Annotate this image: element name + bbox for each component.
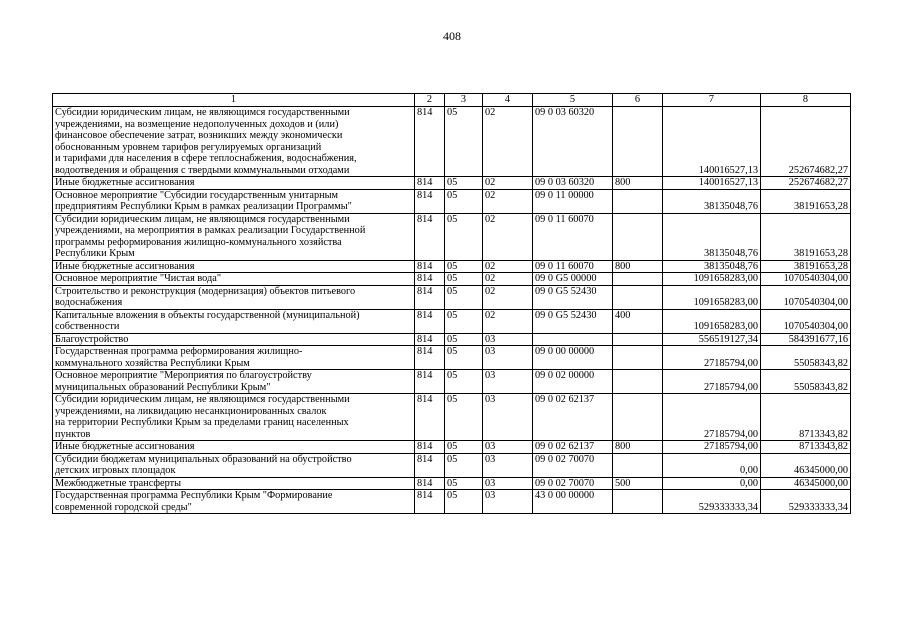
expense-type-cell: 500 <box>613 477 663 490</box>
amount-year2-cell: 38191653,28 <box>761 213 851 260</box>
amount-year1-cell: 140016527,13 <box>663 107 761 177</box>
row-name-line: Межбюджетные трансферты <box>55 477 182 489</box>
amount-year2-cell: 584391677,16 <box>761 333 851 346</box>
grbs-cell: 814 <box>415 273 445 286</box>
row-name-line: Основное мероприятие "Чистая вода" <box>55 273 222 284</box>
table-row <box>53 189 851 213</box>
row-name-line: Основное мероприятие "Субсидии государственным унитарным <box>55 189 339 201</box>
grbs-cell: 814 <box>415 189 445 213</box>
row-name-cell <box>53 309 415 333</box>
amount-year1-cell: 529333333,34 <box>663 490 761 514</box>
amount-year1-cell: 556519127,34 <box>663 333 761 346</box>
section-cell: 05 <box>445 477 483 490</box>
grbs-cell: 814 <box>415 477 445 490</box>
section-cell: 05 <box>445 309 483 333</box>
expense-type-cell <box>613 213 663 260</box>
amount-year1-cell: 1091658283,00 <box>663 309 761 333</box>
target-article-cell: 09 0 G5 52430 <box>533 285 613 309</box>
expense-type-cell <box>613 453 663 477</box>
row-name-line: Субсидии юридическим лицам, не являющимся государственными <box>55 394 350 405</box>
table-row <box>53 213 851 260</box>
row-name-line: Субсидии юридическим лицам, не являющимся государственными <box>55 107 350 118</box>
subsection-cell: 03 <box>483 453 533 477</box>
row-name-line: современной городской среды" <box>55 501 192 513</box>
grbs-cell: 814 <box>415 370 445 394</box>
header-row <box>53 94 851 107</box>
row-name-line: программы реформирования жилищно-коммунального хозяйства <box>55 236 342 248</box>
row-name-cell <box>53 346 415 370</box>
grbs-cell: 814 <box>415 107 445 177</box>
amount-year2-cell: 252674682,27 <box>761 107 851 177</box>
amount-year1-cell: 38135048,76 <box>663 189 761 213</box>
section-cell: 05 <box>445 346 483 370</box>
expense-type-cell <box>613 189 663 213</box>
target-article-cell: 09 0 G5 52430 <box>533 309 613 333</box>
table-row <box>53 394 851 441</box>
target-article-cell: 09 0 11 60070 <box>533 213 613 260</box>
row-name-line: водоотведения и обращения с твердыми коммунальными отходами <box>55 164 350 176</box>
table-row <box>53 273 851 286</box>
header-cell-6: 6 <box>613 94 663 107</box>
target-article-cell: 09 0 02 00000 <box>533 370 613 394</box>
header-cell-2: 2 <box>415 94 445 107</box>
header-cell-3: 3 <box>445 94 483 107</box>
page-number: 408 <box>443 29 461 43</box>
grbs-cell: 814 <box>415 394 445 441</box>
header-cell-5: 5 <box>533 94 613 107</box>
row-name-line: муниципальных образований Республики Крым" <box>55 381 271 393</box>
expense-type-cell <box>613 370 663 394</box>
table-row <box>53 453 851 477</box>
target-article-cell: 09 0 02 62137 <box>533 441 613 454</box>
subsection-cell: 03 <box>483 333 533 346</box>
row-name-cell <box>53 333 415 346</box>
amount-year2-cell: 1070540304,00 <box>761 273 851 286</box>
table-row <box>53 441 851 454</box>
table-row <box>53 333 851 346</box>
table-row <box>53 107 851 177</box>
section-cell: 05 <box>445 107 483 177</box>
row-name-line: учреждениями, на возмещение недополученных доходов и (или) <box>55 118 339 130</box>
section-cell: 05 <box>445 177 483 190</box>
subsection-cell: 02 <box>483 273 533 286</box>
target-article-cell: 09 0 02 62137 <box>533 394 613 441</box>
amount-year2-cell: 38191653,28 <box>761 189 851 213</box>
subsection-cell: 02 <box>483 177 533 190</box>
target-article-cell: 09 0 03 60320 <box>533 107 613 177</box>
subsection-cell: 02 <box>483 189 533 213</box>
row-name-line: учреждениями, на мероприятия в рамках реализации Государственной <box>55 225 366 236</box>
section-cell: 05 <box>445 285 483 309</box>
section-cell: 05 <box>445 213 483 260</box>
amount-year1-cell: 1091658283,00 <box>663 273 761 286</box>
grbs-cell: 814 <box>415 309 445 333</box>
row-name-line: пунктов <box>55 428 91 440</box>
amount-year1-cell: 140016527,13 <box>663 177 761 190</box>
section-cell: 05 <box>445 273 483 286</box>
amount-year2-cell: 55058343,82 <box>761 370 851 394</box>
row-name-line: Государственная программа реформирования жилищно- <box>55 346 303 357</box>
header-cell-7: 7 <box>663 94 761 107</box>
grbs-cell: 814 <box>415 213 445 260</box>
section-cell: 05 <box>445 370 483 394</box>
expense-type-cell <box>613 394 663 441</box>
subsection-cell: 02 <box>483 285 533 309</box>
grbs-cell: 814 <box>415 260 445 273</box>
amount-year2-cell: 529333333,34 <box>761 490 851 514</box>
row-name-cell <box>53 177 415 190</box>
row-name-cell <box>53 285 415 309</box>
amount-year2-cell: 8713343,82 <box>761 441 851 454</box>
table-row <box>53 370 851 394</box>
row-name-line: Иные бюджетные ассигнования <box>55 260 195 272</box>
expense-type-cell <box>613 346 663 370</box>
row-name-line: Основное мероприятие "Мероприятия по благоустройству <box>55 370 312 381</box>
row-name-line: и тарифами для населения в сфере теплоснабжения, водоснабжения, <box>55 153 357 164</box>
grbs-cell: 814 <box>415 453 445 477</box>
expense-type-cell: 800 <box>613 441 663 454</box>
grbs-cell: 814 <box>415 490 445 514</box>
row-name-cell <box>53 441 415 454</box>
amount-year2-cell: 46345000,00 <box>761 477 851 490</box>
row-name-line: Строительство и реконструкция (модернизация) объектов питьевого <box>55 285 356 297</box>
header-cell-4: 4 <box>483 94 533 107</box>
row-name-line: водоснабжения <box>55 297 123 308</box>
expense-type-cell <box>613 285 663 309</box>
grbs-cell: 814 <box>415 441 445 454</box>
section-cell: 05 <box>445 260 483 273</box>
row-name-cell <box>53 107 415 177</box>
table-row <box>53 490 851 514</box>
row-name-line: Субсидии бюджетам муниципальных образований на обустройство <box>55 453 352 465</box>
subsection-cell: 02 <box>483 107 533 177</box>
subsection-cell: 03 <box>483 441 533 454</box>
row-name-line: Иные бюджетные ассигнования <box>55 177 195 188</box>
expense-type-cell <box>613 107 663 177</box>
row-name-line: на территории Республики Крым за пределами границ населенных <box>55 417 349 428</box>
expense-type-cell <box>613 490 663 514</box>
subsection-cell: 03 <box>483 394 533 441</box>
header-cell-8: 8 <box>761 94 851 107</box>
table-row <box>53 477 851 490</box>
row-name-cell <box>53 453 415 477</box>
row-name-line: Иные бюджетные ассигнования <box>55 441 195 452</box>
table-row <box>53 346 851 370</box>
row-name-line: обоснованным уровнем тарифов регулируемых организаций <box>55 141 322 153</box>
row-name-line: Благоустройство <box>55 333 129 345</box>
amount-year1-cell: 27185794,00 <box>663 346 761 370</box>
row-name-line: предприятиям Республики Крым в рамках реализации Программы" <box>55 201 352 212</box>
budget-table <box>52 93 851 514</box>
subsection-cell: 03 <box>483 490 533 514</box>
row-name-line: собственности <box>55 321 120 332</box>
expense-type-cell: 800 <box>613 177 663 190</box>
expense-type-cell: 400 <box>613 309 663 333</box>
amount-year2-cell: 1070540304,00 <box>761 285 851 309</box>
row-name-cell <box>53 273 415 286</box>
target-article-cell: 09 0 11 00000 <box>533 189 613 213</box>
expense-type-cell <box>613 273 663 286</box>
grbs-cell: 814 <box>415 177 445 190</box>
subsection-cell: 03 <box>483 370 533 394</box>
amount-year2-cell: 252674682,27 <box>761 177 851 190</box>
amount-year2-cell: 8713343,82 <box>761 394 851 441</box>
row-name-cell <box>53 260 415 273</box>
row-name-cell <box>53 189 415 213</box>
table-row <box>53 309 851 333</box>
table-row <box>53 177 851 190</box>
table-row <box>53 260 851 273</box>
section-cell: 05 <box>445 490 483 514</box>
row-name-line: учреждениями, на ликвидацию несанкционированных свалок <box>55 405 327 417</box>
target-article-cell: 09 0 G5 00000 <box>533 273 613 286</box>
row-name-cell <box>53 213 415 260</box>
amount-year2-cell: 38191653,28 <box>761 260 851 273</box>
amount-year2-cell: 55058343,82 <box>761 346 851 370</box>
subsection-cell: 03 <box>483 346 533 370</box>
row-name-line: Капитальные вложения в объекты государственной (муниципальной) <box>55 309 360 321</box>
row-name-line: Государственная программа Республики Крым "Формирование <box>55 490 333 501</box>
target-article-cell: 09 0 03 60320 <box>533 177 613 190</box>
subsection-cell: 02 <box>483 260 533 273</box>
section-cell: 05 <box>445 333 483 346</box>
row-name-line: Субсидии юридическим лицам, не являющимся государственными <box>55 213 350 225</box>
section-cell: 05 <box>445 441 483 454</box>
row-name-cell <box>53 370 415 394</box>
amount-year1-cell: 27185794,00 <box>663 370 761 394</box>
expense-type-cell <box>613 333 663 346</box>
expense-type-cell: 800 <box>613 260 663 273</box>
section-cell: 05 <box>445 394 483 441</box>
amount-year2-cell: 1070540304,00 <box>761 309 851 333</box>
amount-year1-cell: 38135048,76 <box>663 260 761 273</box>
row-name-line: финансовое обеспечение затрат, возникших между экономически <box>55 130 343 141</box>
row-name-cell <box>53 490 415 514</box>
amount-year2-cell: 46345000,00 <box>761 453 851 477</box>
section-cell: 05 <box>445 189 483 213</box>
amount-year1-cell: 27185794,00 <box>663 441 761 454</box>
target-article-cell <box>533 333 613 346</box>
amount-year1-cell: 0,00 <box>663 477 761 490</box>
row-name-line: Республики Крым <box>55 248 135 259</box>
section-cell: 05 <box>445 453 483 477</box>
subsection-cell: 03 <box>483 477 533 490</box>
grbs-cell: 814 <box>415 346 445 370</box>
target-article-cell: 09 0 02 70070 <box>533 453 613 477</box>
grbs-cell: 814 <box>415 333 445 346</box>
amount-year1-cell: 38135048,76 <box>663 213 761 260</box>
row-name-cell <box>53 477 415 490</box>
subsection-cell: 02 <box>483 309 533 333</box>
target-article-cell: 09 0 02 70070 <box>533 477 613 490</box>
table-row <box>53 285 851 309</box>
header-cell-1: 1 <box>53 94 415 107</box>
target-article-cell: 09 0 11 60070 <box>533 260 613 273</box>
grbs-cell: 814 <box>415 285 445 309</box>
row-name-line: детских игровых площадок <box>55 465 176 476</box>
amount-year1-cell: 1091658283,00 <box>663 285 761 309</box>
row-name-line: коммунального хозяйства Республики Крым <box>55 357 250 369</box>
target-article-cell: 09 0 00 00000 <box>533 346 613 370</box>
row-name-cell <box>53 394 415 441</box>
subsection-cell: 02 <box>483 213 533 260</box>
amount-year1-cell: 0,00 <box>663 453 761 477</box>
amount-year1-cell: 27185794,00 <box>663 394 761 441</box>
target-article-cell: 43 0 00 00000 <box>533 490 613 514</box>
